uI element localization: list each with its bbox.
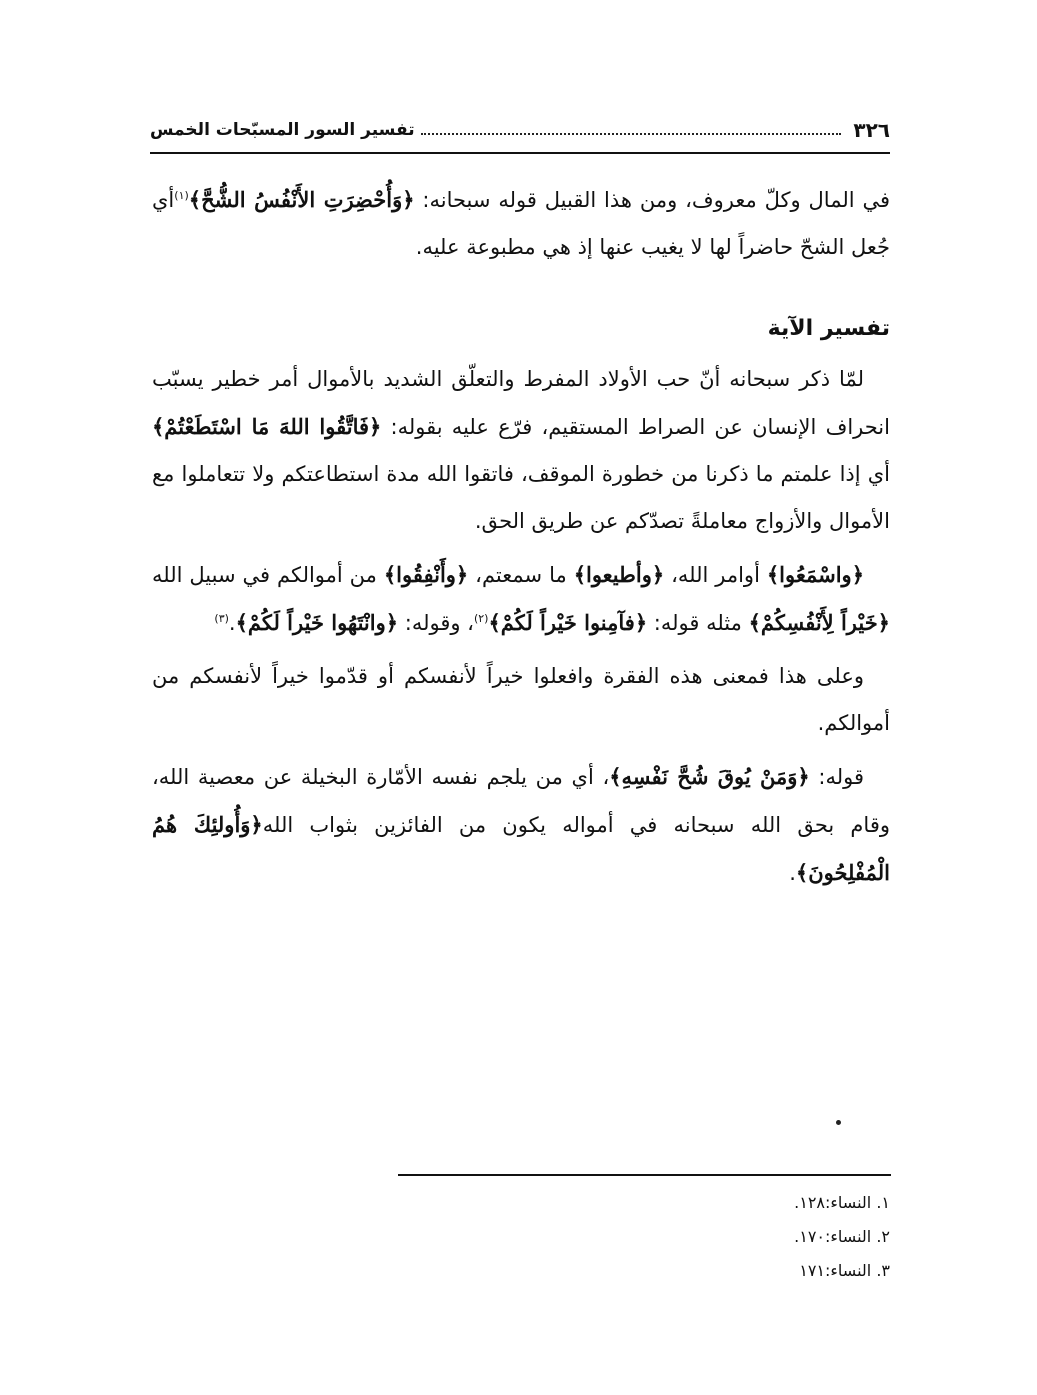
page-body (152, 176, 890, 897)
text: مثله قوله: (647, 611, 749, 635)
paragraph-continuation (152, 176, 890, 271)
page-number: ٣٢٦ (853, 118, 890, 142)
paragraph-stinginess (152, 753, 890, 897)
quran-verse: ﴿وأطيعوا﴾ (573, 562, 665, 587)
text: لمّا ذكر سبحانه أنّ حب الأولاد المفرط والتعلّق الشديد بالأموال أمر خطير يسبّب انحراف الإنسان عن الصراط المستقيم، فرّع عليه بقوله: (152, 367, 890, 439)
text: من أموالكم في سبيل الله (152, 563, 384, 587)
quran-verse: ﴿وَأُولئِكَ هُمُ الْمُفْلِحُونَ﴾ (152, 812, 890, 885)
footnote-item: ٣. النساء:١٧١ (799, 1261, 890, 1280)
quran-verse: ﴿فآمِنوا خَيْراً لَكُمْ﴾ (488, 610, 648, 635)
paragraph-commands (152, 551, 890, 647)
quran-verse: ﴿وَأُحْضِرَتِ الأَنْفُسُ الشُّحَّ﴾ (188, 187, 415, 212)
stray-dot (836, 1120, 841, 1125)
text: . (228, 611, 236, 635)
footnotes (600, 1186, 890, 1288)
footnote-item: ٢. النساء:١٧٠. (794, 1227, 890, 1246)
quran-verse: ﴿وانْتَهُوا خَيْراً لَكُمْ﴾ (235, 610, 399, 635)
quran-verse: ﴿خَيْراً لِأَنْفُسِكُمْ﴾ (748, 610, 890, 635)
header-dot-leader (421, 133, 842, 135)
paragraph-meaning: وعلى هذا فمعنى هذه الفقرة وافعلوا خيراً لأنفسكم أو قدّموا خيراً لأنفسكم من أموالكم. (152, 664, 890, 735)
text: . (789, 861, 796, 885)
quran-verse: ﴿فَاتَّقُوا اللهَ مَا اسْتَطَعْتُمْ﴾ (152, 414, 382, 439)
footnote-rule (398, 1174, 891, 1176)
footnote-ref: (٢) (473, 612, 489, 625)
header-rule (150, 152, 890, 154)
text: أي جُعل الشحّ حاضراً لها لا يغيب عنها إذ هي مطبوعة عليه. (152, 188, 890, 259)
section-heading: تفسير الآية (767, 316, 890, 341)
text: قوله: (809, 765, 864, 789)
page-header (150, 112, 890, 148)
quran-verse: ﴿وأَنْفِقُوا﴾ (383, 562, 469, 587)
footnote-item: ١. النساء:١٢٨. (794, 1193, 890, 1212)
text: في المال وكلّ معروف، ومن هذا القبيل قوله سبحانه: (414, 188, 890, 212)
paragraph-tafsir (152, 356, 890, 545)
text: ، أي من يلجم نفسه الأمّارة البخيلة عن معصية الله، وقام بحق الله سبحانه في أمواله يكون من الفائزين بثواب الله (152, 765, 890, 837)
text: أي إذا علمتم ما ذكرنا من خطورة الموقف، فاتقوا الله مدة استطاعتكم ولا تتعاملوا مع الأموال والأزواج معاملةً تصدّكم عن طريق الحق. (152, 462, 890, 533)
quran-verse: ﴿وَمَنْ يُوقَ شُحَّ نَفْسِهِ﴾ (609, 764, 810, 789)
text: أوامر الله، (664, 563, 767, 587)
text: ما سمعتم، (468, 563, 574, 587)
text: ، وقوله: (398, 611, 474, 635)
running-title: تفسير السور المسبّحات الخمس (150, 120, 415, 140)
quran-verse: ﴿واسْمَعُوا﴾ (766, 562, 864, 587)
footnote-ref: (٣) (214, 612, 229, 625)
footnote-ref: (١) (174, 189, 189, 202)
